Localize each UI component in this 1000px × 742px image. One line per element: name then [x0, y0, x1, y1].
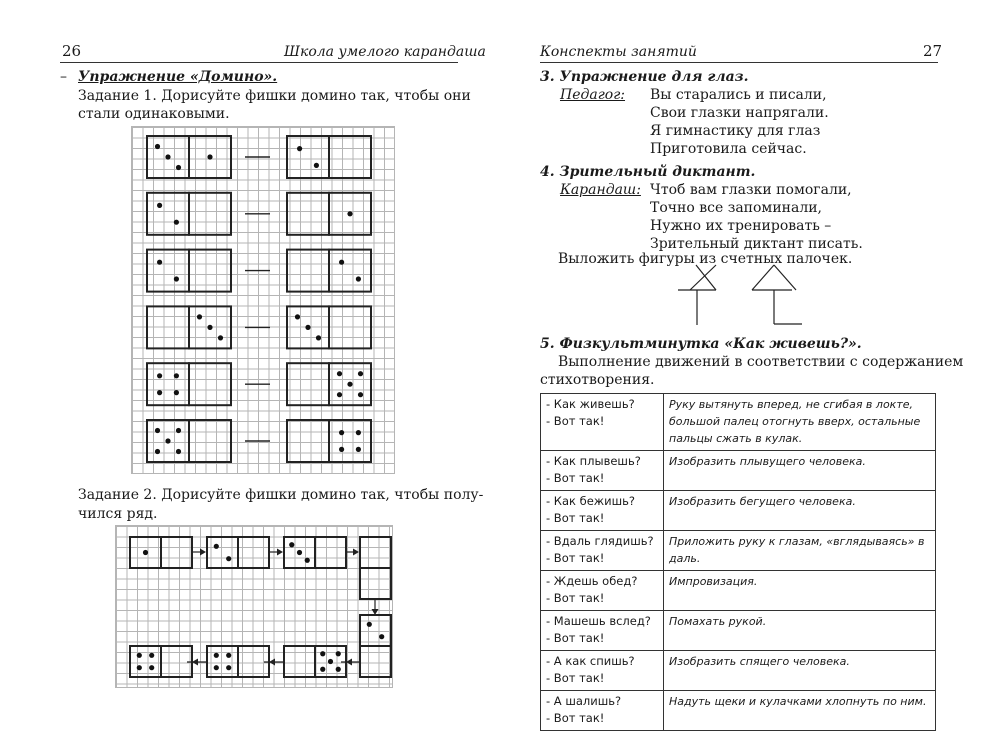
section3-title: 3. Упражнение для глаз.: [540, 69, 749, 85]
domino-left: [147, 193, 231, 235]
domino-half: [147, 193, 189, 235]
action-cell: [664, 611, 936, 651]
action-line: Надуть щеки и кулачками хлопнуть по ним.: [669, 695, 927, 708]
domino-half: [284, 646, 315, 677]
domino-pip: [356, 447, 361, 452]
answer-reply: - Вот так!: [546, 631, 605, 645]
question-cell: [541, 571, 664, 611]
domino-pip: [174, 390, 179, 395]
exercise-title: Упражнение «Домино».: [78, 69, 278, 85]
question-text: - Ждешь обед?: [546, 574, 638, 588]
domino-pip: [165, 438, 170, 443]
chain-domino: [207, 646, 269, 677]
domino-pip: [339, 447, 344, 452]
running-title-left: Школа умелого карандаша: [284, 44, 486, 60]
domino-pip: [157, 390, 162, 395]
domino-pip: [356, 430, 361, 435]
question-text: - Машешь вслед?: [546, 614, 651, 628]
answer-reply: - Вот так!: [546, 591, 605, 605]
domino-half: [329, 363, 371, 405]
domino-half: [147, 250, 189, 292]
poem1-line-3: Я гимнастику для глаз: [650, 123, 821, 139]
question-text: - Как бежишь?: [546, 494, 636, 508]
chain-domino: [130, 537, 192, 568]
domino-right: [287, 136, 371, 178]
domino-pip: [316, 335, 321, 340]
section5-desc-line-1: Выполнение движений в соответствии с содержанием: [558, 354, 964, 370]
question-cell: [541, 651, 664, 691]
domino-half: [189, 193, 231, 235]
answer-reply: - Вот так!: [546, 471, 605, 485]
domino-half: [147, 420, 189, 462]
domino-pip: [337, 392, 342, 397]
domino-half: [287, 250, 329, 292]
action-cell: [664, 571, 936, 611]
domino-left: [147, 136, 231, 178]
table-row: [541, 394, 936, 451]
question-cell: [541, 451, 664, 491]
action-cell: [664, 691, 936, 731]
domino-pip: [367, 622, 372, 627]
section5-desc-line-2: стихотворения.: [540, 372, 655, 388]
domino-pip: [336, 651, 341, 656]
domino-pip: [149, 653, 154, 658]
domino-pip: [165, 154, 170, 159]
domino-pip: [358, 392, 363, 397]
action-line: Импровизация.: [669, 575, 758, 588]
poem1-line-1: Вы старались и писали,: [650, 87, 827, 103]
domino-pip: [155, 428, 160, 433]
running-title-right: Конспекты занятий: [540, 44, 697, 60]
domino-pip: [143, 550, 148, 555]
domino-pip: [214, 665, 219, 670]
task2-line-1: Задание 2. Дорисуйте фишки домино так, чтобы полу-: [78, 487, 484, 503]
domino-pip: [207, 154, 212, 159]
action-line: Приложить руку к глазам, «вглядываясь» в: [669, 535, 925, 548]
domino-half: [189, 306, 231, 348]
task1-dominoes: [147, 136, 371, 462]
task1-line-1: Задание 1. Дорисуйте фишки домино так, чтобы они: [78, 88, 471, 104]
vertical-domino-half: [360, 568, 391, 599]
domino-half: [147, 136, 189, 178]
domino-pip: [197, 314, 202, 319]
table-row: [541, 691, 936, 731]
domino-half: [189, 420, 231, 462]
vertical-domino-half: [360, 537, 391, 568]
domino-half: [130, 646, 161, 677]
domino-left: [147, 420, 231, 462]
domino-half: [287, 363, 329, 405]
action-line: Изобразить плывущего человека.: [669, 455, 866, 468]
domino-half: [238, 537, 269, 568]
domino-pip: [347, 211, 352, 216]
domino-half: [130, 537, 161, 568]
header-rule-right: [540, 62, 938, 63]
poem1-line-4: Приготовила сейчас.: [650, 141, 807, 157]
domino-half: [161, 537, 192, 568]
domino-right: [287, 363, 371, 405]
domino-pip: [314, 163, 319, 168]
task2-line-2: чился ряд.: [78, 506, 158, 522]
section5-title: 5. Физкультминутка «Как живешь?».: [540, 336, 862, 352]
domino-half: [189, 250, 231, 292]
domino-pip: [226, 665, 231, 670]
poem2-line-3: Нужно их тренировать –: [650, 218, 832, 234]
domino-half: [329, 193, 371, 235]
answer-reply: - Вот так!: [546, 551, 605, 565]
domino-pip: [214, 653, 219, 658]
domino-left: [147, 306, 231, 348]
exercise-dash: –: [60, 69, 67, 85]
domino-pip: [214, 544, 219, 549]
question-text: - Как плывешь?: [546, 454, 641, 468]
domino-pip: [339, 260, 344, 265]
domino-half: [329, 136, 371, 178]
domino-pip: [137, 665, 142, 670]
domino-pip: [305, 325, 310, 330]
action-line: Изобразить спящего человека.: [669, 655, 850, 668]
poem2-line-2: Точно все запоминали,: [650, 200, 823, 216]
domino-pip: [155, 449, 160, 454]
action-cell: [664, 531, 936, 571]
domino-pip: [226, 556, 231, 561]
table-row: [541, 451, 936, 491]
action-line: пальцы сжать в кулак.: [669, 432, 803, 445]
domino-half: [329, 420, 371, 462]
exercise-table: [540, 393, 936, 731]
poem2-line-1: Чтоб вам глазки помогали,: [650, 182, 852, 198]
domino-pip: [337, 371, 342, 376]
domino-right: [287, 193, 371, 235]
domino-half: [287, 306, 329, 348]
domino-pip: [297, 550, 302, 555]
vertical-domino-half: [360, 615, 391, 646]
question-text: - А шалишь?: [546, 694, 622, 708]
domino-half: [329, 250, 371, 292]
table-row: [541, 651, 936, 691]
action-line: большой палец отогнуть вверх, остальные: [669, 415, 921, 428]
question-cell: [541, 691, 664, 731]
domino-pip: [157, 203, 162, 208]
task1-line-2: стали одинаковыми.: [78, 106, 230, 122]
answer-reply: - Вот так!: [546, 711, 605, 725]
domino-half: [207, 646, 238, 677]
arrow-head: [277, 549, 283, 556]
domino-pip: [328, 659, 333, 664]
domino-pip: [226, 653, 231, 658]
question-cell: [541, 611, 664, 651]
domino-pip: [137, 653, 142, 658]
answer-reply: - Вот так!: [546, 414, 605, 428]
domino-pip: [176, 428, 181, 433]
domino-half: [315, 537, 346, 568]
domino-half: [329, 306, 371, 348]
domino-pip: [358, 371, 363, 376]
teacher-label: Педагог:: [560, 87, 626, 103]
domino-pip: [207, 325, 212, 330]
action-cell: [664, 651, 936, 691]
domino-half: [189, 363, 231, 405]
domino-half: [147, 306, 189, 348]
action-cell: [664, 394, 936, 451]
domino-pip: [320, 651, 325, 656]
domino-pip: [218, 335, 223, 340]
domino-left: [147, 363, 231, 405]
domino-pip: [174, 220, 179, 225]
action-line: Изобразить бегущего человека.: [669, 495, 856, 508]
task2-dominoes: [130, 537, 391, 677]
domino-pip: [305, 558, 310, 563]
domino-half: [287, 136, 329, 178]
vertical-domino-half: [360, 646, 391, 677]
chain-domino: [130, 646, 192, 677]
pencil-label: Карандаш:: [560, 182, 641, 198]
table-row: [541, 491, 936, 531]
action-line: Руку вытянуть вперед, не сгибая в локте,: [669, 398, 913, 411]
question-text: - Как живешь?: [546, 397, 635, 411]
domino-half: [207, 537, 238, 568]
domino-right: [287, 250, 371, 292]
domino-half: [284, 537, 315, 568]
action-cell: [664, 491, 936, 531]
domino-pip: [157, 373, 162, 378]
action-cell: [664, 451, 936, 491]
action-line: даль.: [669, 552, 701, 565]
domino-pip: [157, 260, 162, 265]
poem1-line-2: Свои глазки напрягали.: [650, 105, 829, 121]
domino-pip: [155, 144, 160, 149]
sticks-instruction: Выложить фигуры из счетных палочек.: [558, 251, 853, 267]
domino-half: [287, 420, 329, 462]
domino-right: [287, 306, 371, 348]
domino-pip: [320, 667, 325, 672]
section4-title: 4. Зрительный диктант.: [540, 164, 756, 180]
question-cell: [541, 531, 664, 571]
domino-half: [287, 193, 329, 235]
domino-pip: [149, 665, 154, 670]
domino-pip: [176, 165, 181, 170]
domino-pip: [356, 276, 361, 281]
domino-pip: [379, 634, 384, 639]
domino-pip: [347, 382, 352, 387]
domino-pip: [297, 146, 302, 151]
arrow-head: [353, 549, 359, 556]
domino-half: [147, 363, 189, 405]
question-text: - Вдаль глядишь?: [546, 534, 654, 548]
domino-pip: [339, 430, 344, 435]
table-row: [541, 531, 936, 571]
poem2-line-4: Зрительный диктант писать.: [650, 236, 863, 252]
answer-reply: - Вот так!: [546, 511, 605, 525]
chain-domino: [284, 646, 346, 677]
page-number-left: 26: [62, 42, 82, 60]
domino-right: [287, 420, 371, 462]
arrow-head: [200, 549, 206, 556]
question-text: - А как спишь?: [546, 654, 635, 668]
action-line: Помахать рукой.: [669, 615, 767, 628]
domino-pip: [289, 542, 294, 547]
chain-domino: [284, 537, 346, 568]
question-cell: [541, 394, 664, 451]
chain-domino: [207, 537, 269, 568]
domino-pip: [295, 314, 300, 319]
answer-reply: - Вот так!: [546, 671, 605, 685]
domino-pip: [174, 373, 179, 378]
domino-pip: [336, 667, 341, 672]
question-cell: [541, 491, 664, 531]
domino-half: [189, 136, 231, 178]
domino-left: [147, 250, 231, 292]
table-row: [541, 611, 936, 651]
domino-pip: [176, 449, 181, 454]
table-row: [541, 571, 936, 611]
page-number-right: 27: [923, 42, 943, 60]
domino-pip: [174, 276, 179, 281]
